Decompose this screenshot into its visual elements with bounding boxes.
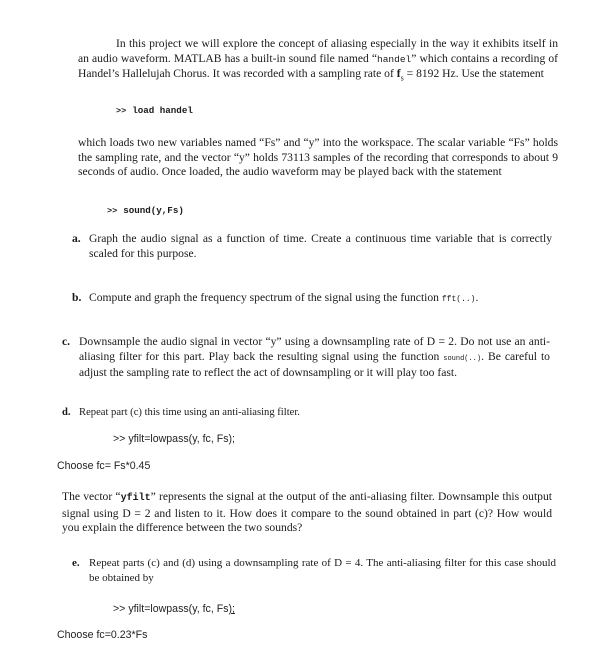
item-c-label: c. xyxy=(62,335,71,348)
item-b-end: . xyxy=(475,291,479,304)
variables-text: which loads two new variables named “Fs” and “y” into the workspace. The scalar variable “Fs” holds the sampling rate, and the vector “y” holds 73113 samples of the recording that corresponds to about 9 seconds of audio. Once loaded, the audio waveform may be played back with the statement xyxy=(78,136,558,179)
command-load-handel xyxy=(116,105,193,116)
item-a-label: a. xyxy=(72,232,81,245)
item-e-label: e. xyxy=(72,557,80,569)
item-b-label: b. xyxy=(72,291,82,304)
item-e-text: Repeat parts (c) and (d) using a downsampling rate of D = 4. The anti-aliasing filter for this case should be obtained by xyxy=(89,557,556,584)
fs-subscript: s xyxy=(400,73,404,83)
yfilt-paragraph xyxy=(62,490,552,536)
code-fft: fft(..) xyxy=(441,295,476,304)
code-handel: handel xyxy=(377,53,412,65)
lowpass-command-e-end: ); xyxy=(228,603,235,615)
variables-paragraph xyxy=(78,136,558,180)
choose-fc-e: Choose fc=0.23*Fs xyxy=(57,629,148,641)
item-b xyxy=(72,291,552,308)
lowpass-command-e xyxy=(113,603,235,615)
code-sound: sound(..) xyxy=(443,354,482,363)
item-c-text-1: Downsample the audio signal in vector “y” using a downsampling rate of D = 2. Do not use an anti-aliasing filter for this part. Play back the resulting signal using the function xyxy=(79,335,550,363)
item-e xyxy=(72,556,556,585)
item-d xyxy=(62,406,550,421)
command-text: sound(y,Fs) xyxy=(123,205,184,216)
yfilt-text-1: The vector “ xyxy=(62,490,121,503)
lowpass-command-e-main: >> yfilt=lowpass(y, fc, Fs xyxy=(113,603,229,615)
choose-fc-d: Choose fc= Fs*0.45 xyxy=(57,460,151,472)
intro-text-1: In this project we will explore the concept of aliasing especially in the way it exhibits itself in an audio waveform. MATLAB has a built-in sound file named “ xyxy=(78,37,558,65)
intro-paragraph xyxy=(78,37,558,86)
item-b-text: Compute and graph the frequency spectrum of the signal using the function xyxy=(89,291,442,304)
item-c xyxy=(62,335,550,381)
intro-text-3: = 8192 Hz. Use the statement xyxy=(403,67,544,81)
command-text: load handel xyxy=(132,105,193,116)
code-yfilt: yfilt xyxy=(120,493,151,504)
lowpass-command-d: >> yfilt=lowpass(y, fc, Fs); xyxy=(113,433,235,445)
prompt-symbol: >> xyxy=(107,206,118,216)
item-d-text: Repeat part (c) this time using an anti-aliasing filter. xyxy=(79,407,300,418)
item-d-label: d. xyxy=(62,407,71,418)
intro-text-2: ” which contains a recording of Handel’s Hallelujah Chorus. It was recorded with a sampling rate of xyxy=(78,51,558,81)
prompt-symbol: >> xyxy=(116,106,127,116)
item-a-text: Graph the audio signal as a function of time. Create a continuous time variable that is correctly scaled for this purpose. xyxy=(89,232,552,260)
item-c-text-2: . Be careful to adjust the sampling rate to reflect the act of downsampling or it will play too fast. xyxy=(79,349,550,380)
yfilt-text-2: ” represents the signal at the output of the anti-aliasing filter. Downsample this output signal using D = 2 and listen to it. How does it compare to the sound obtained in part (c)? How would you explain the difference between the two sounds? xyxy=(62,490,553,535)
item-a xyxy=(72,232,552,261)
fs-symbol: f xyxy=(396,67,401,81)
command-sound xyxy=(107,205,184,216)
